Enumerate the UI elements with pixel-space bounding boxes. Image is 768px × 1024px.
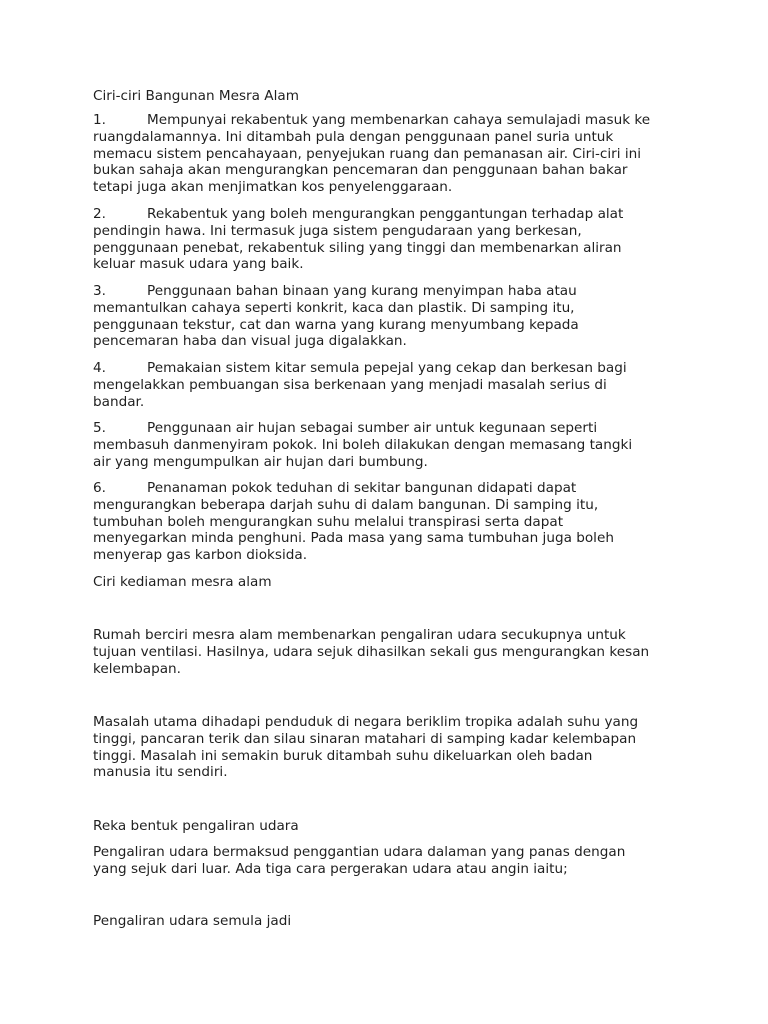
list-item-text: Pemakaian sistem kitar semula pepejal yang cekap dan berkesan bagi: [147, 360, 627, 376]
list-item-number: 4.: [93, 360, 106, 376]
list-item-number: 6.: [93, 480, 106, 496]
list-item-text-continued: mengelakkan pembuangan sisa berkenaan yang menjadi masalah serius di bandar.: [93, 376, 607, 410]
list-item-text: Mempunyai rekabentuk yang membenarkan cahaya semulajadi masuk ke: [147, 112, 651, 128]
body-paragraph: Pengaliran udara bermaksud penggantian udara dalaman yang panas dengan yang sejuk dari luar. Ada tiga cara pergerakan udara atau angin iaitu;: [93, 844, 626, 877]
document-heading: Ciri-ciri Bangunan Mesra Alam: [93, 88, 299, 104]
list-item: [93, 112, 693, 196]
list-item-text: Penanaman pokok teduhan di sekitar bangunan didapati dapat: [147, 480, 577, 496]
list-item: [93, 283, 693, 350]
list-item-number: 5.: [93, 420, 106, 436]
body-paragraph: Masalah utama dihadapi penduduk di negara beriklim tropika adalah suhu yang tinggi, pancaran terik dan silau sinaran matahari di samping kadar kelembapan tinggi. Masalah ini semakin buruk ditambah suhu dikeluarkan oleh badan manusia itu sendiri.: [93, 714, 639, 781]
list-item-text: Penggunaan air hujan sebagai sumber air untuk kegunaan seperti: [147, 420, 598, 436]
list-item-text: Rekabentuk yang boleh mengurangkan penggantungan terhadap alat: [147, 206, 624, 222]
list-item-number: 1.: [93, 112, 106, 128]
list-item-text-continued: ruangdalamannya. Ini ditambah pula dengan penggunaan panel suria untuk memacu sistem pencahayaan, penyejukan ruang dan pemanasan air. Ciri-ciri ini bukan sahaja akan mengurangkan pencemaran dan penggunaan bahan bakar tetapi juga akan menjimatkan kos penyelenggaraan.: [93, 128, 642, 196]
section-heading: Reka bentuk pengaliran udara: [93, 818, 299, 834]
section-heading: Ciri kediaman mesra alam: [93, 574, 272, 590]
list-item-number: 3.: [93, 283, 106, 299]
list-item: [93, 420, 693, 470]
list-item-text-continued: memantulkan cahaya seperti konkrit, kaca dan plastik. Di samping itu, penggunaan tekstur, cat dan warna yang kurang menyumbang kepada pencemaran haba dan visual juga digalakkan.: [93, 299, 579, 350]
list-item-text-continued: mengurangkan beberapa darjah suhu di dalam bangunan. Di samping itu, tumbuhan boleh mengurangkan suhu melalui transpirasi serta dapat menyegarkan minda penghuni. Pada masa yang sama tumbuhan juga boleh menyerap gas karbon dioksida.: [93, 496, 614, 564]
list-item-text-continued: membasuh danmenyiram pokok. Ini boleh dilakukan dengan memasang tangki air yang mengumpulkan air hujan dari bumbung.: [93, 436, 633, 470]
section-heading: Pengaliran udara semula jadi: [93, 913, 292, 929]
list-item-number: 2.: [93, 206, 106, 222]
body-paragraph: Rumah berciri mesra alam membenarkan pengaliran udara secukupnya untuk tujuan ventilasi. Hasilnya, udara sejuk dihasilkan sekali gus mengurangkan kesan kelembapan.: [93, 627, 650, 677]
list-item: [93, 206, 693, 273]
list-item: [93, 360, 693, 410]
list-item-text: Penggunaan bahan binaan yang kurang menyimpan haba atau: [147, 283, 577, 299]
list-item: [93, 480, 693, 564]
list-item-text-continued: pendingin hawa. Ini termasuk juga sistem pengudaraan yang berkesan, penggunaan penebat, rekabentuk siling yang tinggi dan membenarkan aliran keluar masuk udara yang baik.: [93, 222, 622, 273]
